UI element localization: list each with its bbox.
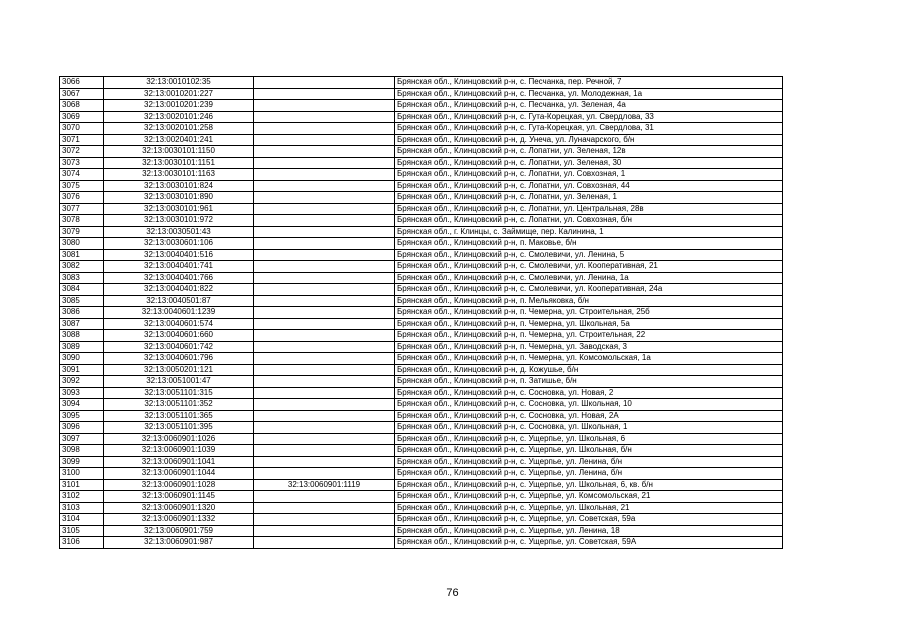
cadastral-number-cell: 32:13:0030101:1163 <box>104 169 254 181</box>
table-row <box>60 169 783 181</box>
address-cell: Брянская обл., Клинцовский р-н, с. Ущерпье, ул. Комсомольская, 21 <box>395 491 783 503</box>
row-number-cell: 3087 <box>60 318 104 330</box>
previous-number-cell <box>254 445 395 457</box>
table-row <box>60 180 783 192</box>
address-cell: Брянская обл., Клинцовский р-н, с. Смолевичи, ул. Ленина, 5 <box>395 249 783 261</box>
address-cell: Брянская обл., Клинцовский р-н, с. Ущерпье, ул. Школьная, б/н <box>395 445 783 457</box>
cadastral-number-cell: 32:13:0060901:1320 <box>104 502 254 514</box>
row-number-cell: 3083 <box>60 272 104 284</box>
cadastral-number-cell: 32:13:0051101:365 <box>104 410 254 422</box>
address-cell: Брянская обл., Клинцовский р-н, с. Гута-Корецкая, ул. Свердлова, 33 <box>395 111 783 123</box>
cadastral-number-cell: 32:13:0040401:766 <box>104 272 254 284</box>
address-cell: Брянская обл., Клинцовский р-н, с. Лопатни, ул. Зеленая, 30 <box>395 157 783 169</box>
table-row <box>60 111 783 123</box>
table-row <box>60 77 783 89</box>
address-cell: Брянская обл., Клинцовский р-н, п. Маковье, б/н <box>395 238 783 250</box>
table-row <box>60 123 783 135</box>
row-number-cell: 3086 <box>60 307 104 319</box>
row-number-cell: 3088 <box>60 330 104 342</box>
row-number-cell: 3095 <box>60 410 104 422</box>
previous-number-cell <box>254 341 395 353</box>
cadastral-number-cell: 32:13:0020101:246 <box>104 111 254 123</box>
cadastral-number-cell: 32:13:0060901:1026 <box>104 433 254 445</box>
row-number-cell: 3099 <box>60 456 104 468</box>
address-cell: Брянская обл., Клинцовский р-н, д. Унеча, ул. Луначарского, б/н <box>395 134 783 146</box>
row-number-cell: 3102 <box>60 491 104 503</box>
previous-number-cell <box>254 514 395 526</box>
cadastral-number-cell: 32:13:0040601:796 <box>104 353 254 365</box>
previous-number-cell <box>254 410 395 422</box>
row-number-cell: 3085 <box>60 295 104 307</box>
address-cell: Брянская обл., Клинцовский р-н, с. Песчанка, ул. Молодежная, 1а <box>395 88 783 100</box>
property-register-table <box>59 76 783 549</box>
previous-number-cell <box>254 307 395 319</box>
row-number-cell: 3077 <box>60 203 104 215</box>
table-row <box>60 192 783 204</box>
row-number-cell: 3084 <box>60 284 104 296</box>
cadastral-number-cell: 32:13:0030501:43 <box>104 226 254 238</box>
row-number-cell: 3101 <box>60 479 104 491</box>
row-number-cell: 3070 <box>60 123 104 135</box>
table-row <box>60 203 783 215</box>
cadastral-number-cell: 32:13:0060901:1039 <box>104 445 254 457</box>
table-row <box>60 215 783 227</box>
address-cell: Брянская обл., Клинцовский р-н, с. Сосновка, ул. Новая, 2 <box>395 387 783 399</box>
address-cell: Брянская обл., Клинцовский р-н, п. Чемерна, ул. Строительная, 22 <box>395 330 783 342</box>
cadastral-number-cell: 32:13:0010201:239 <box>104 100 254 112</box>
table-row <box>60 491 783 503</box>
previous-number-cell <box>254 376 395 388</box>
previous-number-cell: 32:13:0060901:1119 <box>254 479 395 491</box>
previous-number-cell <box>254 399 395 411</box>
table-row <box>60 445 783 457</box>
address-cell: Брянская обл., Клинцовский р-н, с. Ущерпье, ул. Школьная, 21 <box>395 502 783 514</box>
table-row <box>60 146 783 158</box>
row-number-cell: 3104 <box>60 514 104 526</box>
row-number-cell: 3106 <box>60 537 104 549</box>
address-cell: Брянская обл., Клинцовский р-н, с. Лопатни, ул. Центральная, 28в <box>395 203 783 215</box>
address-cell: Брянская обл., Клинцовский р-н, п. Чемерна, ул. Школьная, 5а <box>395 318 783 330</box>
table-row <box>60 410 783 422</box>
row-number-cell: 3105 <box>60 525 104 537</box>
previous-number-cell <box>254 249 395 261</box>
cadastral-number-cell: 32:13:0010102:35 <box>104 77 254 89</box>
address-cell: Брянская обл., Клинцовский р-н, с. Лопатни, ул. Зеленая, 1 <box>395 192 783 204</box>
cadastral-number-cell: 32:13:0040401:822 <box>104 284 254 296</box>
row-number-cell: 3090 <box>60 353 104 365</box>
cadastral-number-cell: 32:13:0010201:227 <box>104 88 254 100</box>
row-number-cell: 3081 <box>60 249 104 261</box>
table-row <box>60 261 783 273</box>
row-number-cell: 3103 <box>60 502 104 514</box>
previous-number-cell <box>254 261 395 273</box>
cadastral-number-cell: 32:13:0060901:759 <box>104 525 254 537</box>
previous-number-cell <box>254 77 395 89</box>
previous-number-cell <box>254 537 395 549</box>
address-cell: Брянская обл., Клинцовский р-н, с. Сосновка, ул. Новая, 2А <box>395 410 783 422</box>
address-cell: Брянская обл., Клинцовский р-н, п. Мельяковка, б/н <box>395 295 783 307</box>
table-row <box>60 249 783 261</box>
previous-number-cell <box>254 100 395 112</box>
row-number-cell: 3067 <box>60 88 104 100</box>
table-row <box>60 318 783 330</box>
cadastral-number-cell: 32:13:0040401:516 <box>104 249 254 261</box>
previous-number-cell <box>254 330 395 342</box>
row-number-cell: 3076 <box>60 192 104 204</box>
table-row <box>60 284 783 296</box>
cadastral-number-cell: 32:13:0030601:106 <box>104 238 254 250</box>
row-number-cell: 3069 <box>60 111 104 123</box>
cadastral-number-cell: 32:13:0040401:741 <box>104 261 254 273</box>
cadastral-number-cell: 32:13:0040601:574 <box>104 318 254 330</box>
row-number-cell: 3078 <box>60 215 104 227</box>
page-number: 76 <box>446 587 459 599</box>
address-cell: Брянская обл., Клинцовский р-н, с. Лопатни, ул. Совхозная, 1 <box>395 169 783 181</box>
table-row <box>60 353 783 365</box>
row-number-cell: 3094 <box>60 399 104 411</box>
row-number-cell: 3080 <box>60 238 104 250</box>
table-row <box>60 525 783 537</box>
table-row <box>60 537 783 549</box>
previous-number-cell <box>254 525 395 537</box>
cadastral-number-cell: 32:13:0051101:352 <box>104 399 254 411</box>
address-cell: Брянская обл., Клинцовский р-н, с. Песчанка, пер. Речной, 7 <box>395 77 783 89</box>
cadastral-number-cell: 32:13:0030101:972 <box>104 215 254 227</box>
address-cell: Брянская обл., Клинцовский р-н, с. Ущерпье, ул. Школьная, 6, кв. б/н <box>395 479 783 491</box>
table-row <box>60 88 783 100</box>
address-cell: Брянская обл., Клинцовский р-н, п. Чемерна, ул. Заводская, 3 <box>395 341 783 353</box>
row-number-cell: 3074 <box>60 169 104 181</box>
cadastral-number-cell: 32:13:0060901:1332 <box>104 514 254 526</box>
address-cell: Брянская обл., Клинцовский р-н, с. Смолевичи, ул. Кооперативная, 24а <box>395 284 783 296</box>
address-cell: Брянская обл., Клинцовский р-н, с. Сосновка, ул. Школьная, 10 <box>395 399 783 411</box>
row-number-cell: 3075 <box>60 180 104 192</box>
cadastral-number-cell: 32:13:0040601:660 <box>104 330 254 342</box>
address-cell: Брянская обл., Клинцовский р-н, п. Затишье, б/н <box>395 376 783 388</box>
previous-number-cell <box>254 272 395 284</box>
table-row <box>60 238 783 250</box>
address-cell: Брянская обл., Клинцовский р-н, с. Лопатни, ул. Зеленая, 12в <box>395 146 783 158</box>
cadastral-number-cell: 32:13:0051001:47 <box>104 376 254 388</box>
cadastral-number-cell: 32:13:0030101:890 <box>104 192 254 204</box>
previous-number-cell <box>254 491 395 503</box>
previous-number-cell <box>254 422 395 434</box>
row-number-cell: 3100 <box>60 468 104 480</box>
address-cell: Брянская обл., г. Клинцы, с. Займище, пер. Калинина, 1 <box>395 226 783 238</box>
table-row <box>60 422 783 434</box>
previous-number-cell <box>254 88 395 100</box>
previous-number-cell <box>254 134 395 146</box>
previous-number-cell <box>254 468 395 480</box>
row-number-cell: 3091 <box>60 364 104 376</box>
row-number-cell: 3093 <box>60 387 104 399</box>
address-cell: Брянская обл., Клинцовский р-н, с. Ущерпье, ул. Советская, 59А <box>395 537 783 549</box>
previous-number-cell <box>254 111 395 123</box>
cadastral-number-cell: 32:13:0060901:1028 <box>104 479 254 491</box>
address-cell: Брянская обл., Клинцовский р-н, с. Ущерпье, ул. Ленина, б/н <box>395 468 783 480</box>
table-row <box>60 134 783 146</box>
previous-number-cell <box>254 456 395 468</box>
previous-number-cell <box>254 295 395 307</box>
table-row <box>60 433 783 445</box>
cadastral-number-cell: 32:13:0020101:258 <box>104 123 254 135</box>
previous-number-cell <box>254 180 395 192</box>
address-cell: Брянская обл., Клинцовский р-н, п. Чемерна, ул. Комсомольская, 1а <box>395 353 783 365</box>
row-number-cell: 3071 <box>60 134 104 146</box>
address-cell: Брянская обл., Клинцовский р-н, с. Ущерпье, ул. Школьная, 6 <box>395 433 783 445</box>
row-number-cell: 3068 <box>60 100 104 112</box>
cadastral-number-cell: 32:13:0040501:87 <box>104 295 254 307</box>
address-cell: Брянская обл., Клинцовский р-н, с. Песчанка, ул. Зеленая, 4а <box>395 100 783 112</box>
table-row <box>60 514 783 526</box>
cadastral-number-cell: 32:13:0050201:121 <box>104 364 254 376</box>
cadastral-number-cell: 32:13:0030101:824 <box>104 180 254 192</box>
table-row <box>60 272 783 284</box>
row-number-cell: 3072 <box>60 146 104 158</box>
cadastral-number-cell: 32:13:0030101:1151 <box>104 157 254 169</box>
cadastral-number-cell: 32:13:0051101:315 <box>104 387 254 399</box>
address-cell: Брянская обл., Клинцовский р-н, д. Кожушье, б/н <box>395 364 783 376</box>
cadastral-number-cell: 32:13:0040601:1239 <box>104 307 254 319</box>
table-row <box>60 399 783 411</box>
row-number-cell: 3098 <box>60 445 104 457</box>
previous-number-cell <box>254 353 395 365</box>
cadastral-number-cell: 32:13:0060901:1145 <box>104 491 254 503</box>
address-cell: Брянская обл., Клинцовский р-н, с. Ущерпье, ул. Ленина, б/н <box>395 456 783 468</box>
row-number-cell: 3079 <box>60 226 104 238</box>
address-cell: Брянская обл., Клинцовский р-н, с. Смолевичи, ул. Ленина, 1а <box>395 272 783 284</box>
table-row <box>60 502 783 514</box>
previous-number-cell <box>254 284 395 296</box>
previous-number-cell <box>254 192 395 204</box>
cadastral-number-cell: 32:13:0051101:395 <box>104 422 254 434</box>
row-number-cell: 3082 <box>60 261 104 273</box>
table-row <box>60 387 783 399</box>
table-row <box>60 341 783 353</box>
table-row <box>60 456 783 468</box>
cadastral-number-cell: 32:13:0030101:1150 <box>104 146 254 158</box>
table-row <box>60 157 783 169</box>
table-row <box>60 468 783 480</box>
address-cell: Брянская обл., Клинцовский р-н, с. Ущерпье, ул. Ленина, 18 <box>395 525 783 537</box>
table-row <box>60 364 783 376</box>
previous-number-cell <box>254 226 395 238</box>
previous-number-cell <box>254 169 395 181</box>
table-row <box>60 100 783 112</box>
previous-number-cell <box>254 433 395 445</box>
row-number-cell: 3092 <box>60 376 104 388</box>
table-row <box>60 376 783 388</box>
address-cell: Брянская обл., Клинцовский р-н, с. Лопатни, ул. Совхозная, 44 <box>395 180 783 192</box>
address-cell: Брянская обл., Клинцовский р-н, с. Смолевичи, ул. Кооперативная, 21 <box>395 261 783 273</box>
cadastral-number-cell: 32:13:0040601:742 <box>104 341 254 353</box>
previous-number-cell <box>254 238 395 250</box>
address-cell: Брянская обл., Клинцовский р-н, с. Сосновка, ул. Школьная, 1 <box>395 422 783 434</box>
row-number-cell: 3097 <box>60 433 104 445</box>
table-row <box>60 307 783 319</box>
table-body <box>60 77 783 549</box>
previous-number-cell <box>254 146 395 158</box>
cadastral-number-cell: 32:13:0030101:961 <box>104 203 254 215</box>
previous-number-cell <box>254 215 395 227</box>
row-number-cell: 3096 <box>60 422 104 434</box>
previous-number-cell <box>254 502 395 514</box>
address-cell: Брянская обл., Клинцовский р-н, с. Лопатни, ул. Совхозная, б/н <box>395 215 783 227</box>
previous-number-cell <box>254 157 395 169</box>
previous-number-cell <box>254 318 395 330</box>
address-cell: Брянская обл., Клинцовский р-н, с. Ущерпье, ул. Советская, 59а <box>395 514 783 526</box>
table-row <box>60 479 783 491</box>
previous-number-cell <box>254 387 395 399</box>
cadastral-number-cell: 32:13:0020401:241 <box>104 134 254 146</box>
cadastral-number-cell: 32:13:0060901:987 <box>104 537 254 549</box>
cadastral-number-cell: 32:13:0060901:1044 <box>104 468 254 480</box>
table-row <box>60 295 783 307</box>
table-row <box>60 330 783 342</box>
row-number-cell: 3089 <box>60 341 104 353</box>
previous-number-cell <box>254 364 395 376</box>
row-number-cell: 3073 <box>60 157 104 169</box>
row-number-cell: 3066 <box>60 77 104 89</box>
address-cell: Брянская обл., Клинцовский р-н, п. Чемерна, ул. Строительная, 25б <box>395 307 783 319</box>
cadastral-number-cell: 32:13:0060901:1041 <box>104 456 254 468</box>
previous-number-cell <box>254 123 395 135</box>
table-row <box>60 226 783 238</box>
previous-number-cell <box>254 203 395 215</box>
address-cell: Брянская обл., Клинцовский р-н, с. Гута-Корецкая, ул. Свердлова, 31 <box>395 123 783 135</box>
